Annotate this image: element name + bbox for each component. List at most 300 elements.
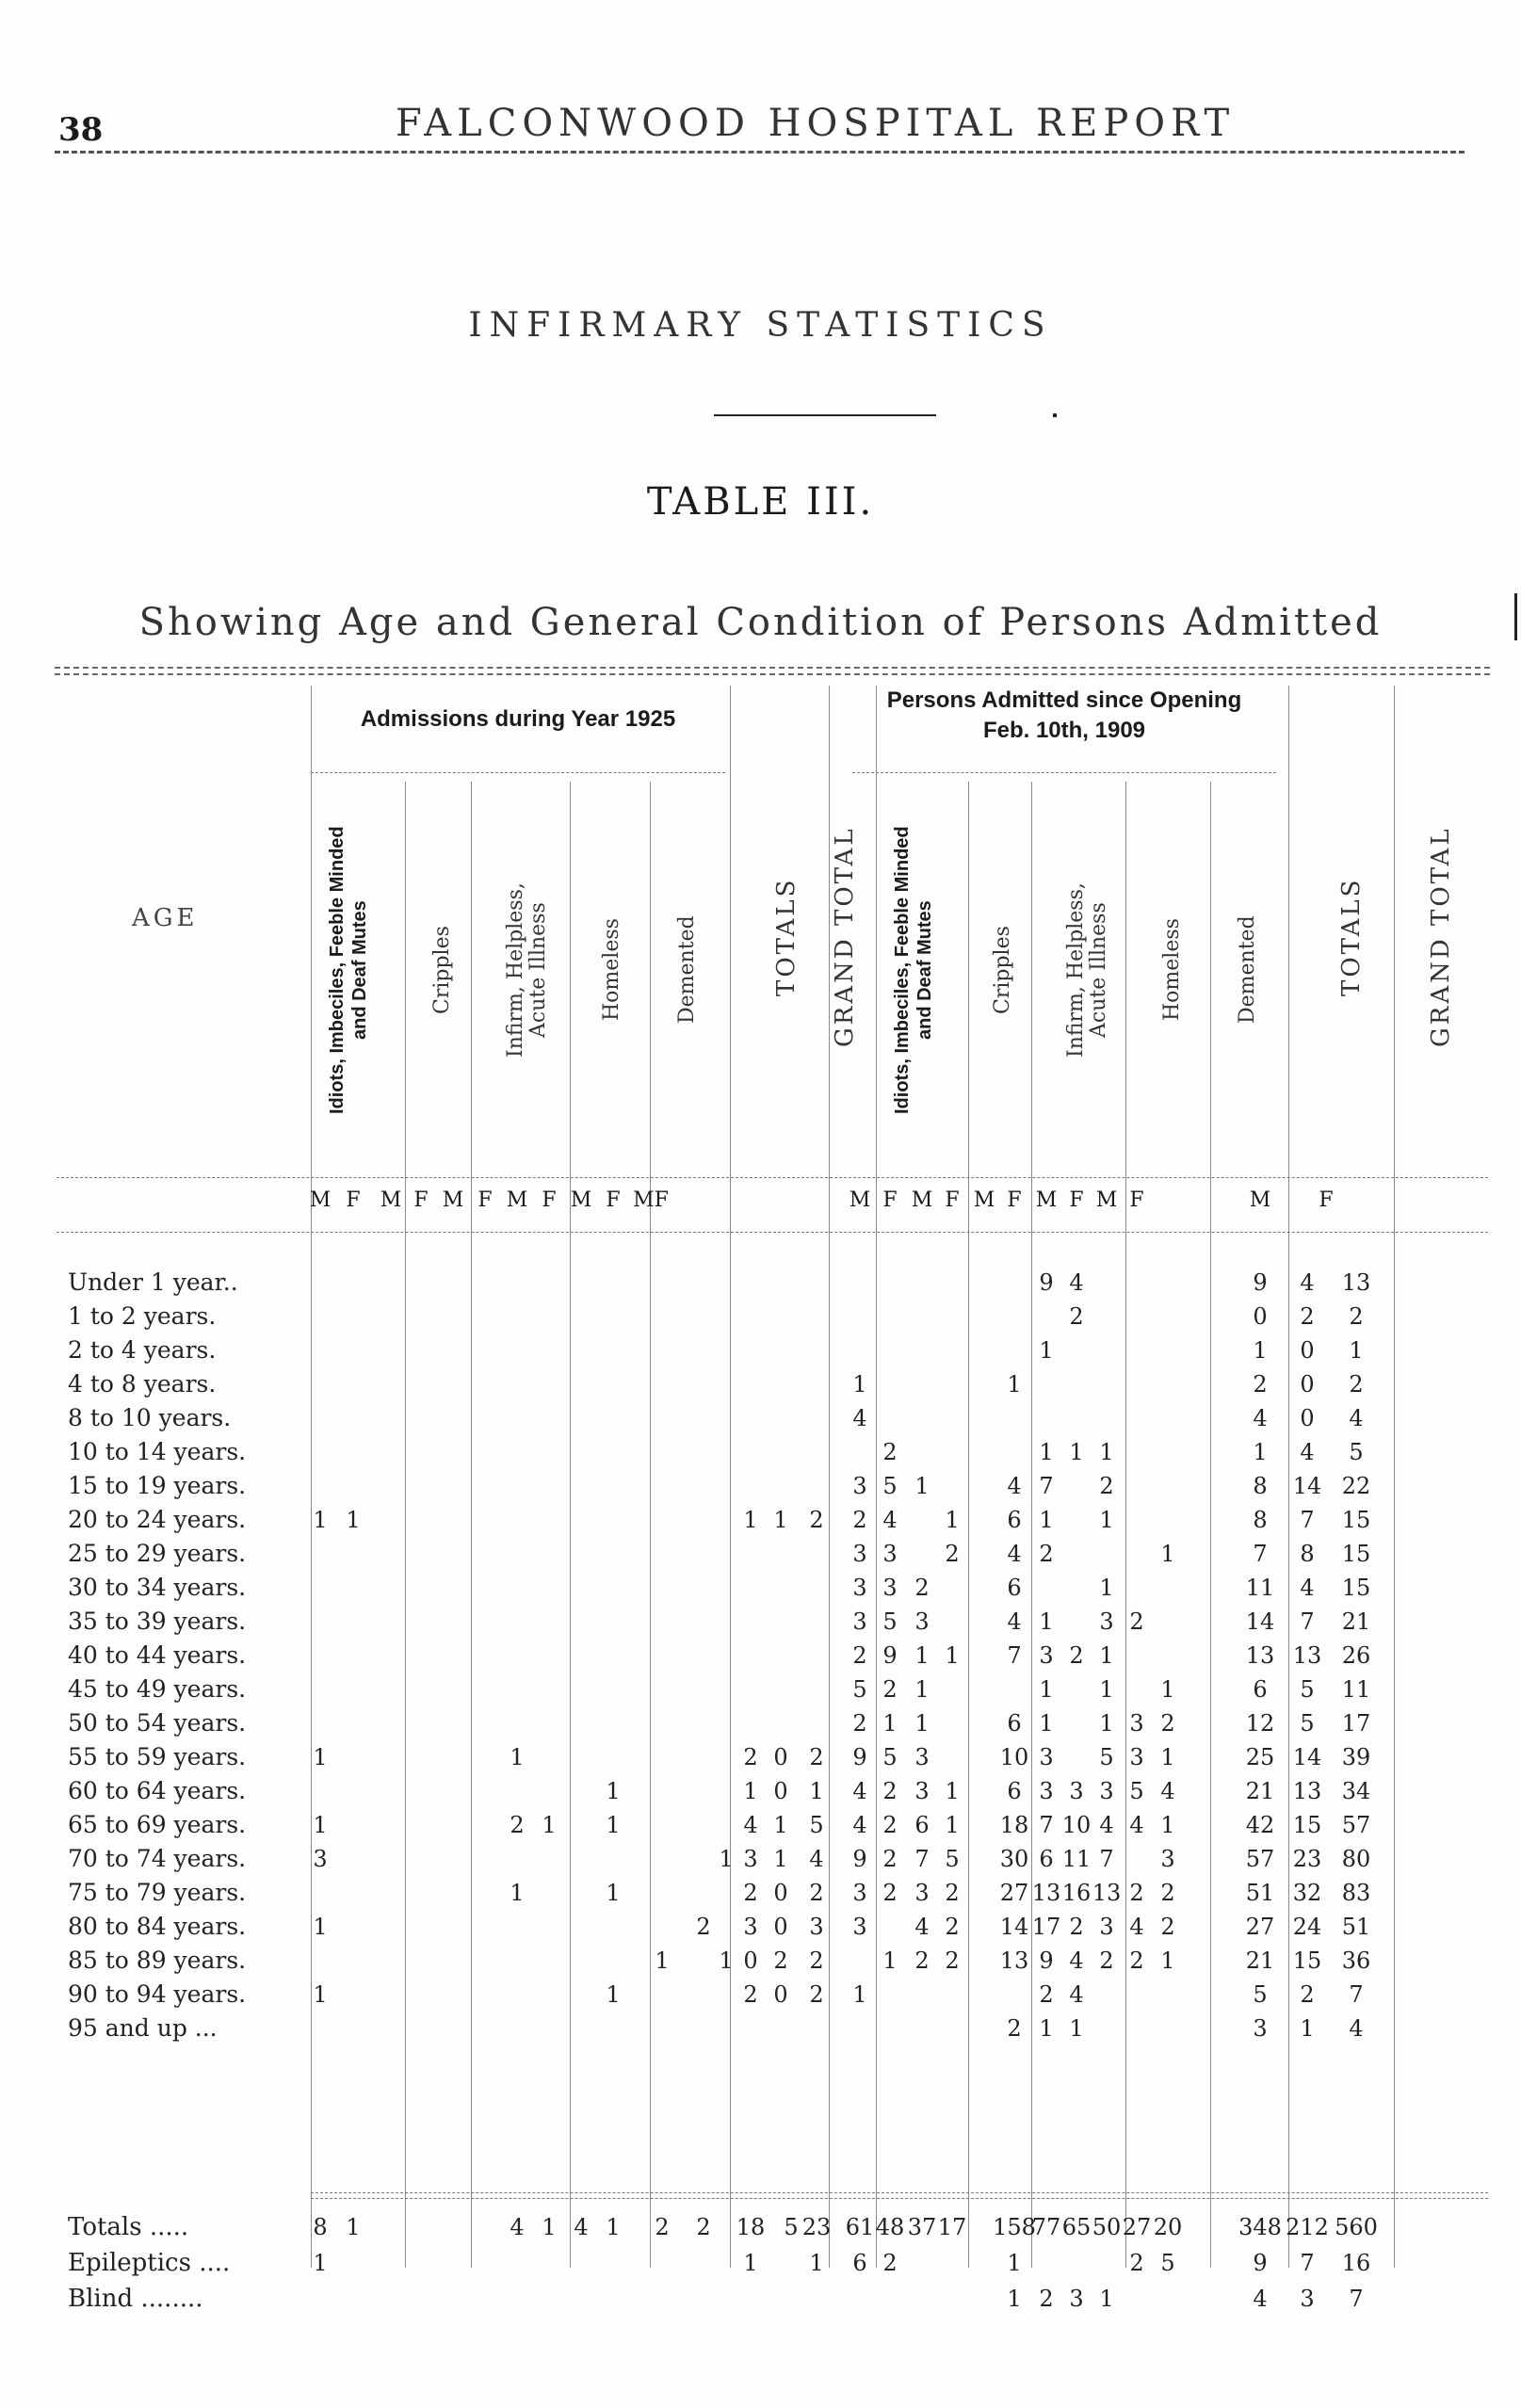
table-cell: 1 — [1039, 1710, 1054, 1737]
table-cell: 3 — [852, 1608, 867, 1635]
page-edge-mark — [1514, 593, 1517, 640]
table-cell: 4 — [510, 2214, 525, 2240]
table-cell: 4 — [1349, 2015, 1364, 2042]
table-cell: 13 — [1292, 1778, 1322, 1804]
table-cell: 3 — [1099, 1608, 1114, 1635]
table-cell: 11 — [1245, 1575, 1275, 1601]
table-cell: 2 — [696, 1914, 711, 1940]
col-header-grand-total-1925: GRAND TOTAL — [831, 826, 859, 1048]
table-cell: 1 — [945, 1812, 960, 1838]
title-rule — [714, 414, 936, 416]
table-cell: 37 — [907, 2214, 937, 2240]
table-cell: 560 — [1335, 2214, 1378, 2240]
table-cell: 4 — [1069, 1981, 1084, 2008]
table-cell: 21 — [1245, 1947, 1275, 1974]
table-cell: 27 — [999, 1880, 1029, 1906]
table-cell: 3 — [1039, 1744, 1054, 1770]
table-cell: 7 — [1300, 2250, 1315, 2276]
table-cell: 4 — [1099, 1812, 1114, 1838]
table-cell: 4 — [1007, 1541, 1022, 1567]
table-cell: 158 — [993, 2214, 1036, 2240]
table-cell: 212 — [1286, 2214, 1329, 2240]
table-cell: 3 — [809, 1914, 824, 1940]
table-cell: 11 — [1341, 1676, 1371, 1703]
table-cell: 2 — [882, 1439, 898, 1465]
table-cell: 1 — [1099, 1710, 1114, 1737]
age-row-label: 60 to 64 years. — [68, 1777, 247, 1804]
sex-column-label: M — [442, 1188, 464, 1212]
table-cell: 1 — [1099, 1575, 1114, 1601]
table-cell: 2 — [1069, 1914, 1084, 1940]
table-cell: 5 — [1300, 1676, 1315, 1703]
sex-column-label: M — [1095, 1188, 1118, 1212]
table-cell: 2 — [945, 1914, 960, 1940]
table-cell: 5 — [1099, 1744, 1114, 1770]
table-cell: 36 — [1341, 1947, 1371, 1974]
table-cell: 1 — [1039, 1337, 1054, 1364]
totals-rule — [311, 2192, 1488, 2193]
table-cell: 7 — [1300, 1608, 1315, 1635]
table-cell: 2 — [852, 1507, 867, 1533]
table-cell: 7 — [1039, 1812, 1054, 1838]
table-cell: 18 — [999, 1812, 1029, 1838]
table-cell: 5 — [882, 1473, 898, 1499]
table-cell: 51 — [1341, 1914, 1371, 1940]
table-cell: 3 — [852, 1473, 867, 1499]
table-cell: 4 — [914, 1914, 930, 1940]
table-cell: 1 — [655, 1947, 670, 1974]
table-cell: 2 — [882, 1880, 898, 1906]
table-cell: 15 — [1292, 1947, 1322, 1974]
table-cell: 1 — [510, 1880, 525, 1906]
table-cell: 2 — [852, 1642, 867, 1669]
table-cell: 9 — [852, 1846, 867, 1872]
sex-column-label: F — [882, 1188, 898, 1212]
table-cell: 7 — [1007, 1642, 1022, 1669]
table-cell: 0 — [773, 1914, 788, 1940]
table-cell: 6 — [1007, 1710, 1022, 1737]
table-cell: 0 — [743, 1947, 758, 1974]
table-cell: 5 — [882, 1608, 898, 1635]
table-cell: 1 — [313, 1507, 328, 1533]
table-cell: 57 — [1245, 1846, 1275, 1872]
age-row-label: 55 to 59 years. — [68, 1743, 247, 1770]
table-cell: 4 — [574, 2214, 589, 2240]
age-row-label: 80 to 84 years. — [68, 1913, 247, 1940]
table-cell: 30 — [999, 1846, 1029, 1872]
sex-column-label: F — [1007, 1188, 1022, 1212]
group-since-underline — [852, 772, 1276, 773]
table-cell: 5 — [1129, 1778, 1144, 1804]
table-cell: 3 — [852, 1914, 867, 1940]
table-cell: 1 — [914, 1710, 930, 1737]
table-cell: 1 — [1039, 1608, 1054, 1635]
table-cell: 32 — [1292, 1880, 1322, 1906]
table-cell: 10 — [1061, 1812, 1092, 1838]
table-cell: 1 — [1039, 1676, 1054, 1703]
table-cell: 4 — [1129, 1914, 1144, 1940]
table-cell: 4 — [882, 1507, 898, 1533]
age-row-label: 1 to 2 years. — [68, 1302, 217, 1330]
table-cell: 1 — [914, 1473, 930, 1499]
table-cell: 3 — [852, 1575, 867, 1601]
table-cell: 0 — [773, 1744, 788, 1770]
table-cell: 4 — [1300, 1575, 1315, 1601]
table-cell: 9 — [1253, 1269, 1268, 1296]
table-cell: 16 — [1341, 2250, 1371, 2276]
table-cell: 8 — [313, 2214, 328, 2240]
table-cell: 1 — [743, 1778, 758, 1804]
table-cell: 1 — [1069, 2015, 1084, 2042]
sex-column-label: M — [309, 1188, 332, 1212]
table-cell: 83 — [1341, 1880, 1371, 1906]
table-cell: 4 — [809, 1846, 824, 1872]
table-cell: 42 — [1245, 1812, 1275, 1838]
col-header-homeless-since: Homeless — [1160, 918, 1184, 1022]
table-cell: 1 — [1099, 1439, 1114, 1465]
table-cell: 13 — [1092, 1880, 1122, 1906]
table-cell: 3 — [914, 1880, 930, 1906]
table-cell: 2 — [1039, 2286, 1054, 2312]
table-cell: 3 — [1300, 2286, 1315, 2312]
table-cell: 2 — [809, 1981, 824, 2008]
table-cell: 34 — [1341, 1778, 1371, 1804]
table-cell: 8 — [1253, 1473, 1268, 1499]
table-cell: 2 — [1007, 2015, 1022, 2042]
table-cell: 2 — [945, 1947, 960, 1974]
table-cell: 5 — [945, 1846, 960, 1872]
table-cell: 17 — [1341, 1710, 1371, 1737]
table-cell: 3 — [1039, 1778, 1054, 1804]
table-cell: 1 — [719, 1846, 734, 1872]
column-rule — [730, 686, 731, 2268]
table-cell: 2 — [809, 1744, 824, 1770]
table-cell: 2 — [510, 1812, 525, 1838]
sex-column-label: M — [849, 1188, 871, 1212]
table-cell: 2 — [743, 1981, 758, 2008]
col-header-idiots-since: Idiots, Imbeciles, Feeble Minded and Deaf Mutes — [892, 826, 935, 1114]
table-cell: 1 — [1039, 2015, 1054, 2042]
table-cell: 2 — [1349, 1303, 1364, 1330]
table-cell: 24 — [1292, 1914, 1322, 1940]
age-row-label: 8 to 10 years. — [68, 1404, 232, 1431]
totals-row-label: Totals ..... — [68, 2213, 189, 2241]
table-cell: 2 — [1039, 1541, 1054, 1567]
table-cell: 1 — [1007, 2250, 1022, 2276]
table-cell: 2 — [882, 1812, 898, 1838]
table-cell: 1 — [882, 1947, 898, 1974]
table-cell: 7 — [914, 1846, 930, 1872]
table-cell: 0 — [1300, 1371, 1315, 1398]
table-cell: 2 — [1129, 1608, 1144, 1635]
col-header-totals-since: TOTALS — [1337, 877, 1366, 997]
table-cell: 2 — [773, 1947, 788, 1974]
table-cell: 5 — [809, 1812, 824, 1838]
age-row-label: 30 to 34 years. — [68, 1574, 247, 1601]
table-cell: 9 — [852, 1744, 867, 1770]
title-rule-dot — [1053, 413, 1057, 417]
table-cell: 15 — [1341, 1507, 1371, 1533]
col-header-homeless-1925: Homeless — [600, 918, 623, 1022]
table-cell: 1 — [1039, 1439, 1054, 1465]
table-cell: 1 — [1253, 1439, 1268, 1465]
table-cell: 9 — [882, 1642, 898, 1669]
table-subtitle: Showing Age and General Condition of Persons Admitted — [138, 601, 1383, 644]
table-cell: 3 — [1069, 2286, 1084, 2312]
col-header-infirm-1925: Infirm, Helpless, Acute Illness — [504, 882, 550, 1058]
table-cell: 22 — [1341, 1473, 1371, 1499]
table-cell: 2 — [1129, 1947, 1144, 1974]
table-cell: 2 — [655, 2214, 670, 2240]
table-cell: 3 — [852, 1880, 867, 1906]
table-cell: 7 — [1039, 1473, 1054, 1499]
table-cell: 6 — [914, 1812, 930, 1838]
sex-column-label: M — [1249, 1188, 1271, 1212]
table-cell: 2 — [1160, 1880, 1175, 1906]
table-cell: 1 — [1039, 1507, 1054, 1533]
sex-column-label: M — [380, 1188, 402, 1212]
sex-column-label: F — [1129, 1188, 1144, 1212]
section-title: INFIRMARY STATISTICS — [468, 306, 1053, 345]
table-cell: 1 — [606, 1981, 621, 2008]
col-header-idiots-1925: Idiots, Imbeciles, Feeble Minded and Deaf Mutes — [327, 826, 370, 1114]
table-cell: 48 — [875, 2214, 905, 2240]
col-header-infirm-since: Infirm, Helpless, Acute Illness — [1064, 882, 1110, 1058]
sex-column-label: F — [606, 1188, 621, 1212]
table-cell: 1 — [1253, 1337, 1268, 1364]
table-cell: 1 — [606, 1778, 621, 1804]
table-cell: 21 — [1245, 1778, 1275, 1804]
age-row-label: 70 to 74 years. — [68, 1845, 247, 1872]
age-row-label: 50 to 54 years. — [68, 1709, 247, 1737]
table-cell: 3 — [1069, 1778, 1084, 1804]
table-cell: 77 — [1031, 2214, 1061, 2240]
group-header-year: Admissions during Year 1925 — [360, 706, 676, 732]
table-cell: 2 — [945, 1541, 960, 1567]
table-cell: 2 — [1300, 1981, 1315, 2008]
table-cell: 14 — [1292, 1744, 1322, 1770]
table-cell: 2 — [696, 2214, 711, 2240]
table-cell: 1 — [882, 1710, 898, 1737]
sex-column-label: F — [945, 1188, 960, 1212]
table-cell: 2 — [743, 1880, 758, 1906]
age-row-label: 4 to 8 years. — [68, 1370, 217, 1398]
table-cell: 1 — [1349, 1337, 1364, 1364]
table-cell: 4 — [1007, 1473, 1022, 1499]
table-cell: 2 — [1099, 1947, 1114, 1974]
column-rule — [471, 782, 472, 2268]
table-cell: 1 — [1160, 1541, 1175, 1567]
table-cell: 0 — [773, 1981, 788, 2008]
table-cell: 14 — [1245, 1608, 1275, 1635]
table-cell: 1 — [1099, 1676, 1114, 1703]
age-row-label: 35 to 39 years. — [68, 1608, 247, 1635]
table-cell: 1 — [313, 1812, 328, 1838]
table-cell: 2 — [1129, 1880, 1144, 1906]
table-cell: 1 — [606, 1812, 621, 1838]
table-cell: 23 — [801, 2214, 832, 2240]
table-cell: 3 — [1160, 1846, 1175, 1872]
table-cell: 14 — [1292, 1473, 1322, 1499]
table-cell: 2 — [809, 1880, 824, 1906]
page-number: 38 — [58, 111, 104, 149]
sex-column-label: M — [1035, 1188, 1058, 1212]
totals-row-label: Epileptics .... — [68, 2249, 231, 2277]
table-cell: 3 — [852, 1541, 867, 1567]
table-cell: 15 — [1292, 1812, 1322, 1838]
age-column-header: AGE — [132, 904, 199, 932]
table-cell: 1 — [1099, 1642, 1114, 1669]
table-cell: 1 — [313, 1914, 328, 1940]
table-cell: 6 — [852, 2250, 867, 2276]
table-cell: 1 — [1160, 1947, 1175, 1974]
table-cell: 3 — [914, 1744, 930, 1770]
table-cell: 1 — [1007, 2286, 1022, 2312]
table-cell: 7 — [1253, 1541, 1268, 1567]
sex-column-label: M — [570, 1188, 592, 1212]
table-cell: 3 — [914, 1778, 930, 1804]
table-cell: 9 — [1039, 1947, 1054, 1974]
table-cell: 1 — [1160, 1744, 1175, 1770]
table-cell: 0 — [1300, 1337, 1315, 1364]
table-cell: 1 — [945, 1642, 960, 1669]
table-cell: 4 — [1300, 1269, 1315, 1296]
table-cell: 65 — [1061, 2214, 1092, 2240]
table-cell: 3 — [1129, 1710, 1144, 1737]
table-cell: 39 — [1341, 1744, 1371, 1770]
table-cell: 1 — [1099, 1507, 1114, 1533]
age-row-label: 75 to 79 years. — [68, 1879, 247, 1906]
sex-column-label: M — [911, 1188, 933, 1212]
table-cell: 6 — [1253, 1676, 1268, 1703]
age-row-label: 65 to 69 years. — [68, 1811, 247, 1838]
age-row-label: 85 to 89 years. — [68, 1947, 247, 1974]
table-cell: 6 — [1039, 1846, 1054, 1872]
table-cell: 5 — [1160, 2250, 1175, 2276]
table-cell: 10 — [999, 1744, 1029, 1770]
table-cell: 14 — [999, 1914, 1029, 1940]
table-cell: 8 — [1300, 1541, 1315, 1567]
table-cell: 2 — [1069, 1642, 1084, 1669]
col-header-totals-1925: TOTALS — [772, 877, 801, 997]
col-header-cripples-since: Cripples — [991, 926, 1014, 1014]
header-rule — [55, 151, 1464, 154]
table-cell: 80 — [1341, 1846, 1371, 1872]
table-cell: 4 — [1253, 1405, 1268, 1431]
table-cell: 2 — [882, 1676, 898, 1703]
table-cell: 2 — [743, 1744, 758, 1770]
running-head: FALCONWOOD HOSPITAL REPORT — [396, 102, 1236, 145]
group-year-underline — [311, 772, 725, 773]
table-cell: 3 — [1253, 2015, 1268, 2042]
age-row-label: 10 to 14 years. — [68, 1438, 247, 1465]
table-cell: 4 — [852, 1778, 867, 1804]
sex-column-label: F — [413, 1188, 429, 1212]
table-cell: 1 — [1300, 2015, 1315, 2042]
table-cell: 0 — [1253, 1303, 1268, 1330]
table-cell: 3 — [1099, 1778, 1114, 1804]
mf-row-bottom-rule — [57, 1232, 1488, 1233]
table-cell: 2 — [945, 1880, 960, 1906]
table-cell: 11 — [1061, 1846, 1092, 1872]
table-cell: 1 — [313, 1744, 328, 1770]
table-cell: 13 — [999, 1947, 1029, 1974]
table-cell: 1 — [606, 1880, 621, 1906]
table-cell: 3 — [882, 1575, 898, 1601]
table-cell: 13 — [1245, 1642, 1275, 1669]
sex-column-label: F — [542, 1188, 557, 1212]
table-cell: 13 — [1292, 1642, 1322, 1669]
col-header-demented-1925: Demented — [675, 915, 699, 1025]
column-rule — [570, 782, 571, 2268]
table-cell: 6 — [1007, 1507, 1022, 1533]
group-header-since-opening: Persons Admitted since Opening Feb. 10th, 1909 — [886, 687, 1242, 743]
table-top-rule — [55, 667, 1490, 669]
table-cell: 1 — [773, 1507, 788, 1533]
table-cell: 5 — [1253, 1981, 1268, 2008]
age-row-label: 15 to 19 years. — [68, 1472, 247, 1499]
table-cell: 5 — [1349, 1439, 1364, 1465]
table-cell: 20 — [1153, 2214, 1183, 2240]
age-row-label: 20 to 24 years. — [68, 1506, 247, 1533]
table-cell: 1 — [773, 1812, 788, 1838]
totals-row-label: Blind ........ — [68, 2285, 203, 2313]
table-cell: 0 — [773, 1880, 788, 1906]
table-cell: 2 — [1160, 1710, 1175, 1737]
age-row-label: 95 and up ... — [68, 2014, 218, 2042]
column-rule — [829, 686, 830, 2268]
mf-row-top-rule — [57, 1177, 1488, 1178]
table-cell: 1 — [852, 1371, 867, 1398]
table-cell: 2 — [914, 1947, 930, 1974]
table-cell: 1 — [719, 1947, 734, 1974]
table-cell: 27 — [1122, 2214, 1152, 2240]
table-cell: 5 — [1300, 1710, 1315, 1737]
table-cell: 1 — [773, 1846, 788, 1872]
table-cell: 1 — [945, 1778, 960, 1804]
table-cell: 17 — [937, 2214, 967, 2240]
table-cell: 2 — [882, 1778, 898, 1804]
age-row-label: 40 to 44 years. — [68, 1641, 247, 1669]
table-cell: 4 — [1160, 1778, 1175, 1804]
table-cell: 1 — [809, 2250, 824, 2276]
table-cell: 2 — [1099, 1473, 1114, 1499]
table-cell: 50 — [1092, 2214, 1122, 2240]
table-cell: 3 — [743, 1914, 758, 1940]
table-cell: 2 — [1349, 1371, 1364, 1398]
table-cell: 8 — [1253, 1507, 1268, 1533]
table-cell: 6 — [1007, 1778, 1022, 1804]
column-rule — [650, 782, 651, 2268]
table-cell: 4 — [1069, 1947, 1084, 1974]
column-rule — [1394, 686, 1395, 2268]
table-cell: 2 — [1160, 1914, 1175, 1940]
table-cell: 1 — [1007, 1371, 1022, 1398]
column-rule — [1210, 782, 1211, 2268]
table-cell: 15 — [1341, 1541, 1371, 1567]
table-cell: 26 — [1341, 1642, 1371, 1669]
table-cell: 1 — [313, 1981, 328, 2008]
table-cell: 348 — [1238, 2214, 1282, 2240]
table-cell: 1 — [743, 1507, 758, 1533]
table-cell: 21 — [1341, 1608, 1371, 1635]
table-cell: 0 — [773, 1778, 788, 1804]
table-cell: 2 — [1300, 1303, 1315, 1330]
column-rule — [405, 782, 406, 2268]
table-cell: 7 — [1349, 1981, 1364, 2008]
col-header-cripples-1925: Cripples — [430, 926, 454, 1014]
table-cell: 1 — [1069, 1439, 1084, 1465]
